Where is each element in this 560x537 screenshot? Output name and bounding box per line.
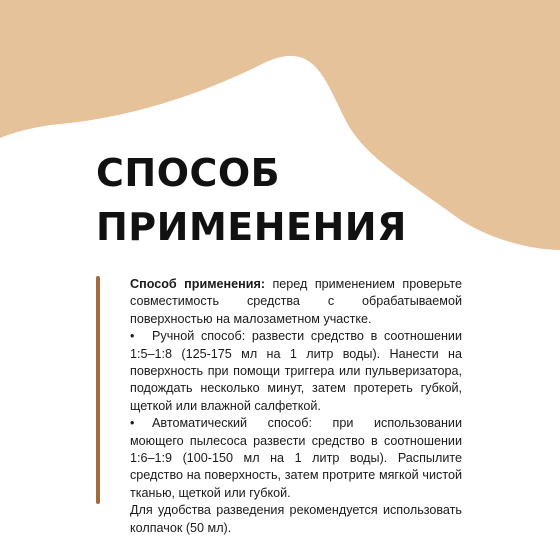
page-title-line-1: СПОСОБ bbox=[96, 151, 281, 195]
manual-method-text: Ручной способ: развести средство в соотношении 1:5–1:8 (125-175 мл на 1 литр воды). Нанести на поверхность при помощи триггера или пульверизатора, подождать несколько минут, затем протереть губкой, щеткой или влажной салфеткой. bbox=[130, 329, 462, 413]
auto-method-item bbox=[130, 415, 462, 502]
manual-method-item bbox=[130, 328, 462, 415]
accent-bar bbox=[96, 276, 100, 504]
intro-text: перед применением проверьте совместимость средства с обрабатываемой поверхностью на малозаметном участке. bbox=[130, 277, 462, 326]
intro-paragraph bbox=[130, 276, 462, 328]
instructions-text-block bbox=[130, 276, 462, 537]
auto-method-text: Автоматический способ: при использовании моющего пылесоса развести средство в соотношении 1:6–1:9 (100-150 мл на 1 литр воды). Распылите средство на поверхность, затем протрите мягкой чистой тканью, щеткой или губкой. bbox=[130, 416, 462, 500]
bullet-marker: • bbox=[130, 416, 135, 431]
bullet-marker: • bbox=[130, 329, 135, 344]
outro-paragraph: Для удобства разведения рекомендуется использовать колпачок (50 мл). bbox=[130, 503, 462, 535]
page-title bbox=[96, 146, 407, 254]
intro-label: Способ применения: bbox=[130, 277, 266, 291]
page-title-line-2: ПРИМЕНЕНИЯ bbox=[96, 205, 407, 249]
